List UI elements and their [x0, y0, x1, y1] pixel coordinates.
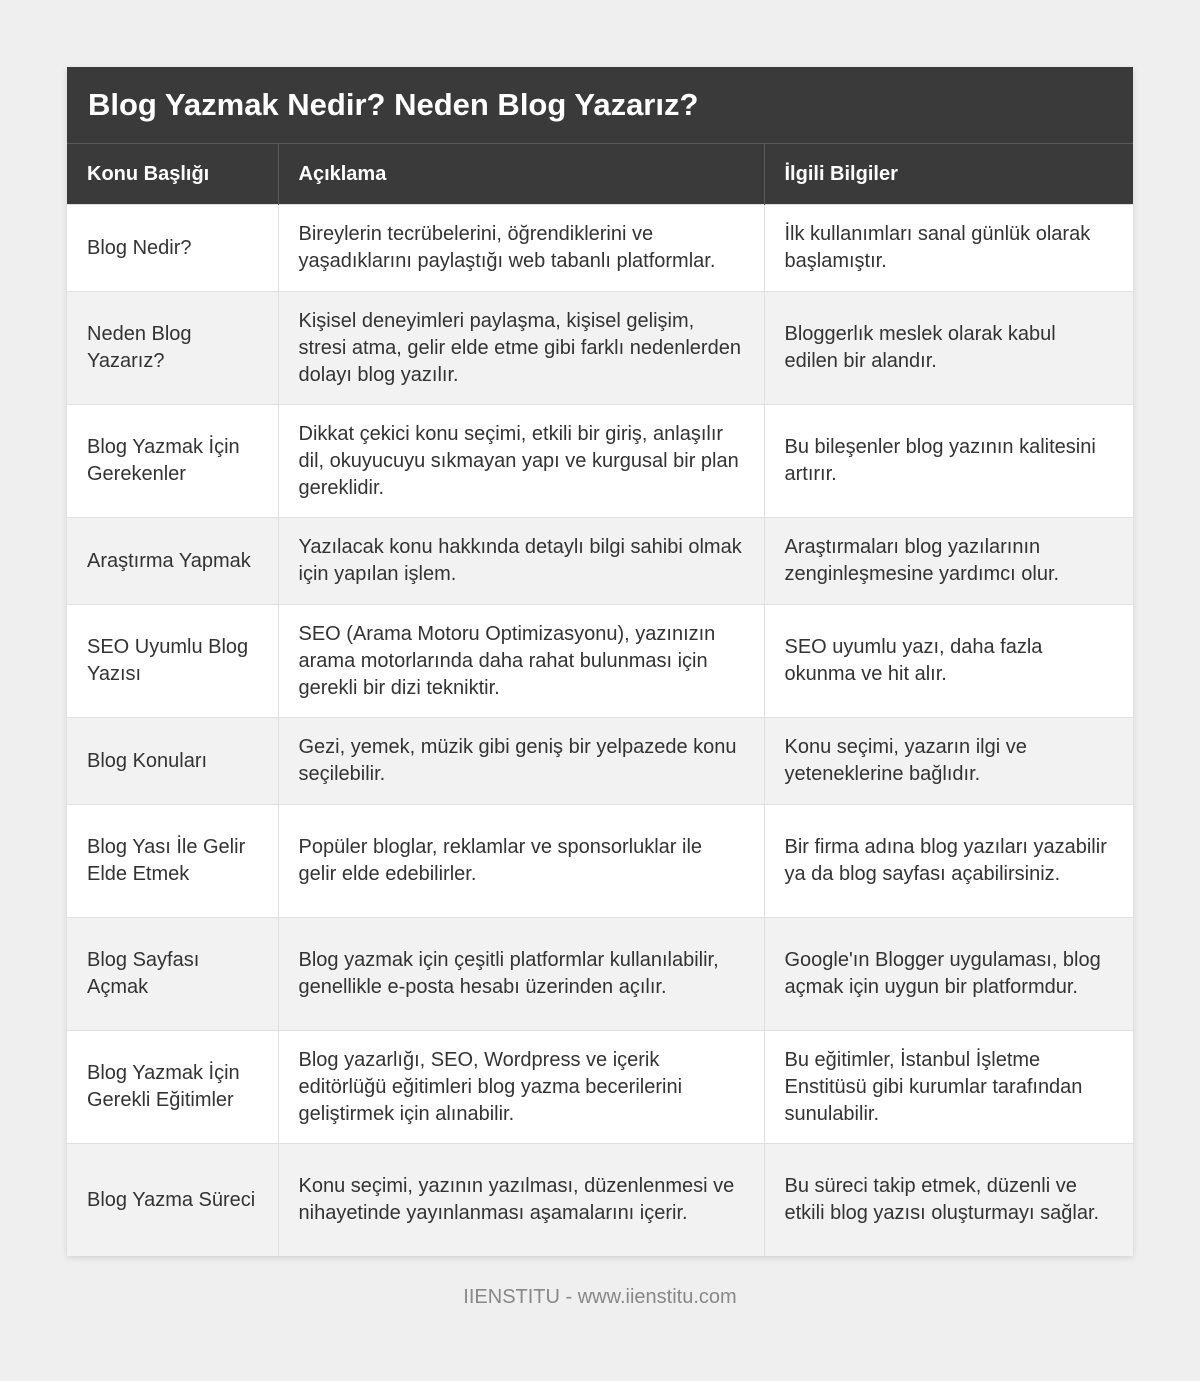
description-cell: Popüler bloglar, reklamlar ve sponsorluklar ile gelir elde edebilirler. — [278, 805, 764, 918]
column-header-description: Açıklama — [278, 144, 764, 205]
table-row — [67, 292, 1133, 405]
column-header-related-info: İlgili Bilgiler — [764, 144, 1133, 205]
description-cell: Yazılacak konu hakkında detaylı bilgi sahibi olmak için yapılan işlem. — [278, 518, 764, 605]
table-row — [67, 405, 1133, 518]
topic-cell: Blog Yası İle Gelir Elde Etmek — [67, 805, 278, 918]
table-header-row — [67, 144, 1133, 205]
topic-cell: Blog Yazmak İçin Gerekenler — [67, 405, 278, 518]
column-header-topic: Konu Başlığı — [67, 144, 278, 205]
table-row — [67, 718, 1133, 805]
related-info-cell: Google'ın Blogger uygulaması, blog açmak için uygun bir platformdur. — [764, 918, 1133, 1031]
related-info-cell: SEO uyumlu yazı, daha fazla okunma ve hit alır. — [764, 605, 1133, 718]
related-info-cell: Bir firma adına blog yazıları yazabilir ya da blog sayfası açabilirsiniz. — [764, 805, 1133, 918]
topic-cell: Blog Sayfası Açmak — [67, 918, 278, 1031]
description-cell: Gezi, yemek, müzik gibi geniş bir yelpazede konu seçilebilir. — [278, 718, 764, 805]
footer-credit: IIENSTITU - www.iienstitu.com — [463, 1286, 737, 1308]
related-info-cell: Bu süreci takip etmek, düzenli ve etkili blog yazısı oluşturmayı sağlar. — [764, 1144, 1133, 1257]
table-row — [67, 918, 1133, 1031]
topic-cell: Blog Yazma Süreci — [67, 1144, 278, 1257]
table-row — [67, 605, 1133, 718]
related-info-cell: Konu seçimi, yazarın ilgi ve yeteneklerine bağlıdır. — [764, 718, 1133, 805]
topic-cell: Neden Blog Yazarız? — [67, 292, 278, 405]
description-cell: Bireylerin tecrübelerini, öğrendiklerini ve yaşadıklarını paylaştığı web tabanlı platformlar. — [278, 205, 764, 292]
related-info-cell: Bu eğitimler, İstanbul İşletme Enstitüsü gibi kurumlar tarafından sunulabilir. — [764, 1031, 1133, 1144]
description-cell: Kişisel deneyimleri paylaşma, kişisel gelişim, stresi atma, gelir elde etme gibi farklı nedenlerden dolayı blog yazılır. — [278, 292, 764, 405]
info-table — [67, 143, 1133, 1256]
table-row — [67, 518, 1133, 605]
table-row — [67, 1031, 1133, 1144]
description-cell: Blog yazarlığı, SEO, Wordpress ve içerik editörlüğü eğitimleri blog yazma becerilerini geliştirmek için alınabilir. — [278, 1031, 764, 1144]
description-cell: SEO (Arama Motoru Optimizasyonu), yazınızın arama motorlarında daha rahat bulunması için gerekli bir dizi tekniktir. — [278, 605, 764, 718]
related-info-cell: Bloggerlık meslek olarak kabul edilen bir alandır. — [764, 292, 1133, 405]
table-row — [67, 805, 1133, 918]
topic-cell: Blog Yazmak İçin Gerekli Eğitimler — [67, 1031, 278, 1144]
related-info-cell: Bu bileşenler blog yazının kalitesini artırır. — [764, 405, 1133, 518]
description-cell: Dikkat çekici konu seçimi, etkili bir giriş, anlaşılır dil, okuyucuyu sıkmayan yapı ve kurgusal bir plan gereklidir. — [278, 405, 764, 518]
related-info-cell: Araştırmaları blog yazılarının zenginleşmesine yardımcı olur. — [764, 518, 1133, 605]
topic-cell: SEO Uyumlu Blog Yazısı — [67, 605, 278, 718]
topic-cell: Blog Nedir? — [67, 205, 278, 292]
topic-cell: Araştırma Yapmak — [67, 518, 278, 605]
topic-cell: Blog Konuları — [67, 718, 278, 805]
page-title: Blog Yazmak Nedir? Neden Blog Yazarız? — [67, 67, 1133, 143]
table-row — [67, 1144, 1133, 1257]
description-cell: Blog yazmak için çeşitli platformlar kullanılabilir, genellikle e-posta hesabı üzerinden açılır. — [278, 918, 764, 1031]
description-cell: Konu seçimi, yazının yazılması, düzenlenmesi ve nihayetinde yayınlanması aşamalarını içerir. — [278, 1144, 764, 1257]
content-card — [67, 67, 1133, 1256]
related-info-cell: İlk kullanımları sanal günlük olarak başlamıştır. — [764, 205, 1133, 292]
table-row — [67, 205, 1133, 292]
